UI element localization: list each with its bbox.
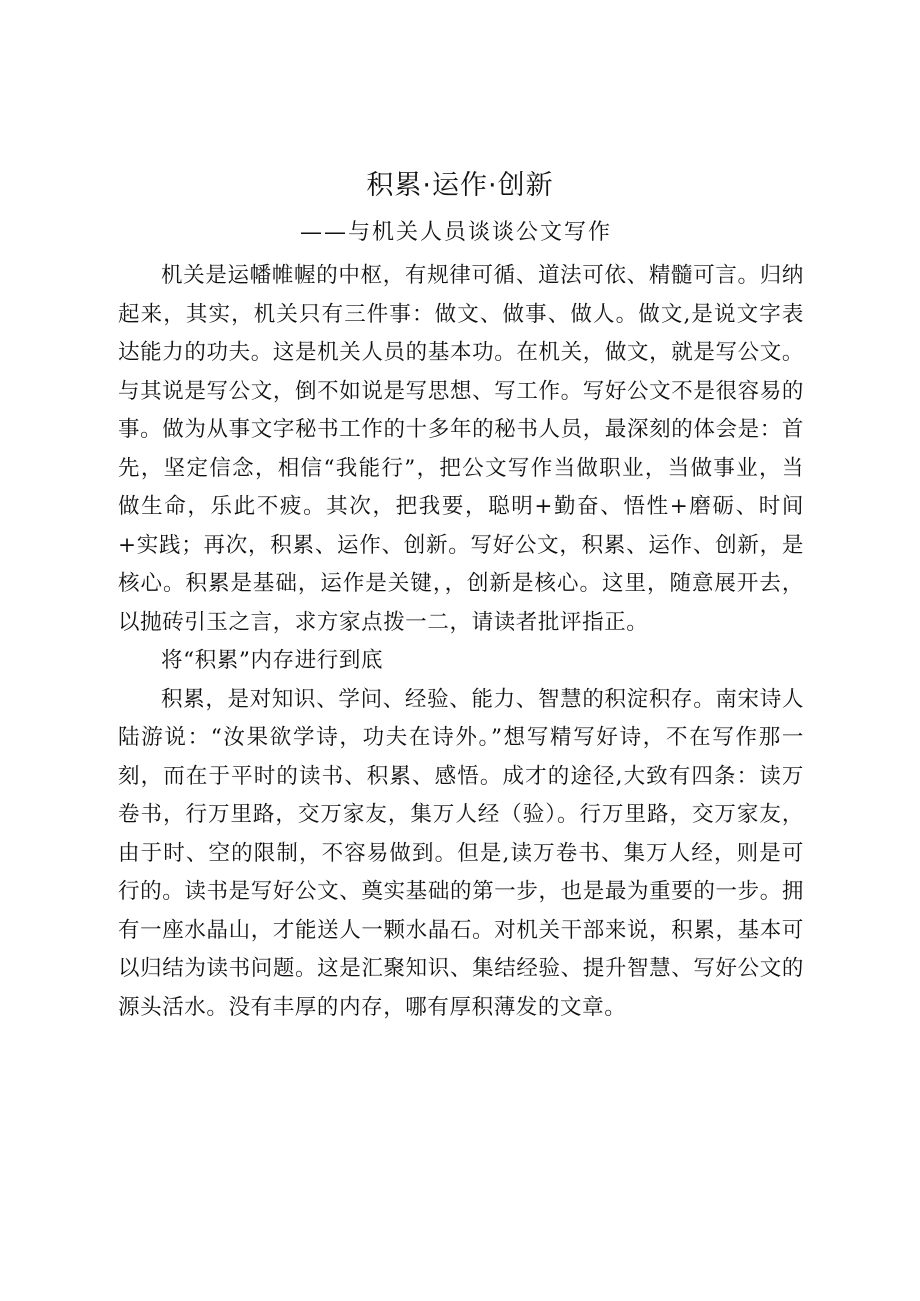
document-title: 积累·运作·创新 (366, 170, 554, 201)
paragraph-accumulation: 积累，是对知识、学问、经验、能力、智慧的积淀积存。南宋诗人陆游说：“汝果欲学诗，功夫在诗外。”想写精写好诗，不在写作那一刻，而在于平时的读书、积累、感悟。成才的途径,大致有四条：读万卷书，行万里路，交万家友，集万人经（验）。行万里路，交万家友，由于时、空的限制，不容易做到。但是,读万卷书、集万人经，则是可行的。读书是写好公文、奠实基础的第一步，也是最为重要的一步。拥有一座水晶山，才能送人一颗水晶石。对机关干部来说，积累，基本可以归结为读书问题。这是汇聚知识、集结经验、提升智慧、写好公文的源头活水。没有丰厚的内存，哪有厚积薄发的文章。 (118, 686, 804, 1020)
document-subtitle: ——与机关人员谈谈公文写作 (299, 220, 612, 245)
document-body (118, 257, 804, 1027)
paragraph-intro: 机关是运幡帷幄的中枢，有规律可循、道法可依、精髓可言。归纳起来，其实，机关只有三件事：做文、做事、做人。做文,是说文字表达能力的功夫。这是机关人员的基本功。在机关，做文，就是写公文。与其说是写公文，倒不如说是写思想、写工作。写好公文不是很容易的事。做为从事文字秘书工作的十多年的秘书人员，最深刻的体会是：首先，坚定信念，相信“我能行”，把公文写作当做职业，当做事业，当做生命，乐此不疲。其次，把我要，聪明+勤奋、悟性+磨砺、时间+实践；再次，积累、运作、创新。写好公文，积累、运作、创新，是核心。积累是基础，运作是关键，，创新是核心。这里，随意展开去，以抛砖引玉之言，求方家点拨一二，请读者批评指正。 (118, 263, 804, 635)
section-heading-accumulation: 将“积累”内存进行到底 (161, 648, 384, 673)
